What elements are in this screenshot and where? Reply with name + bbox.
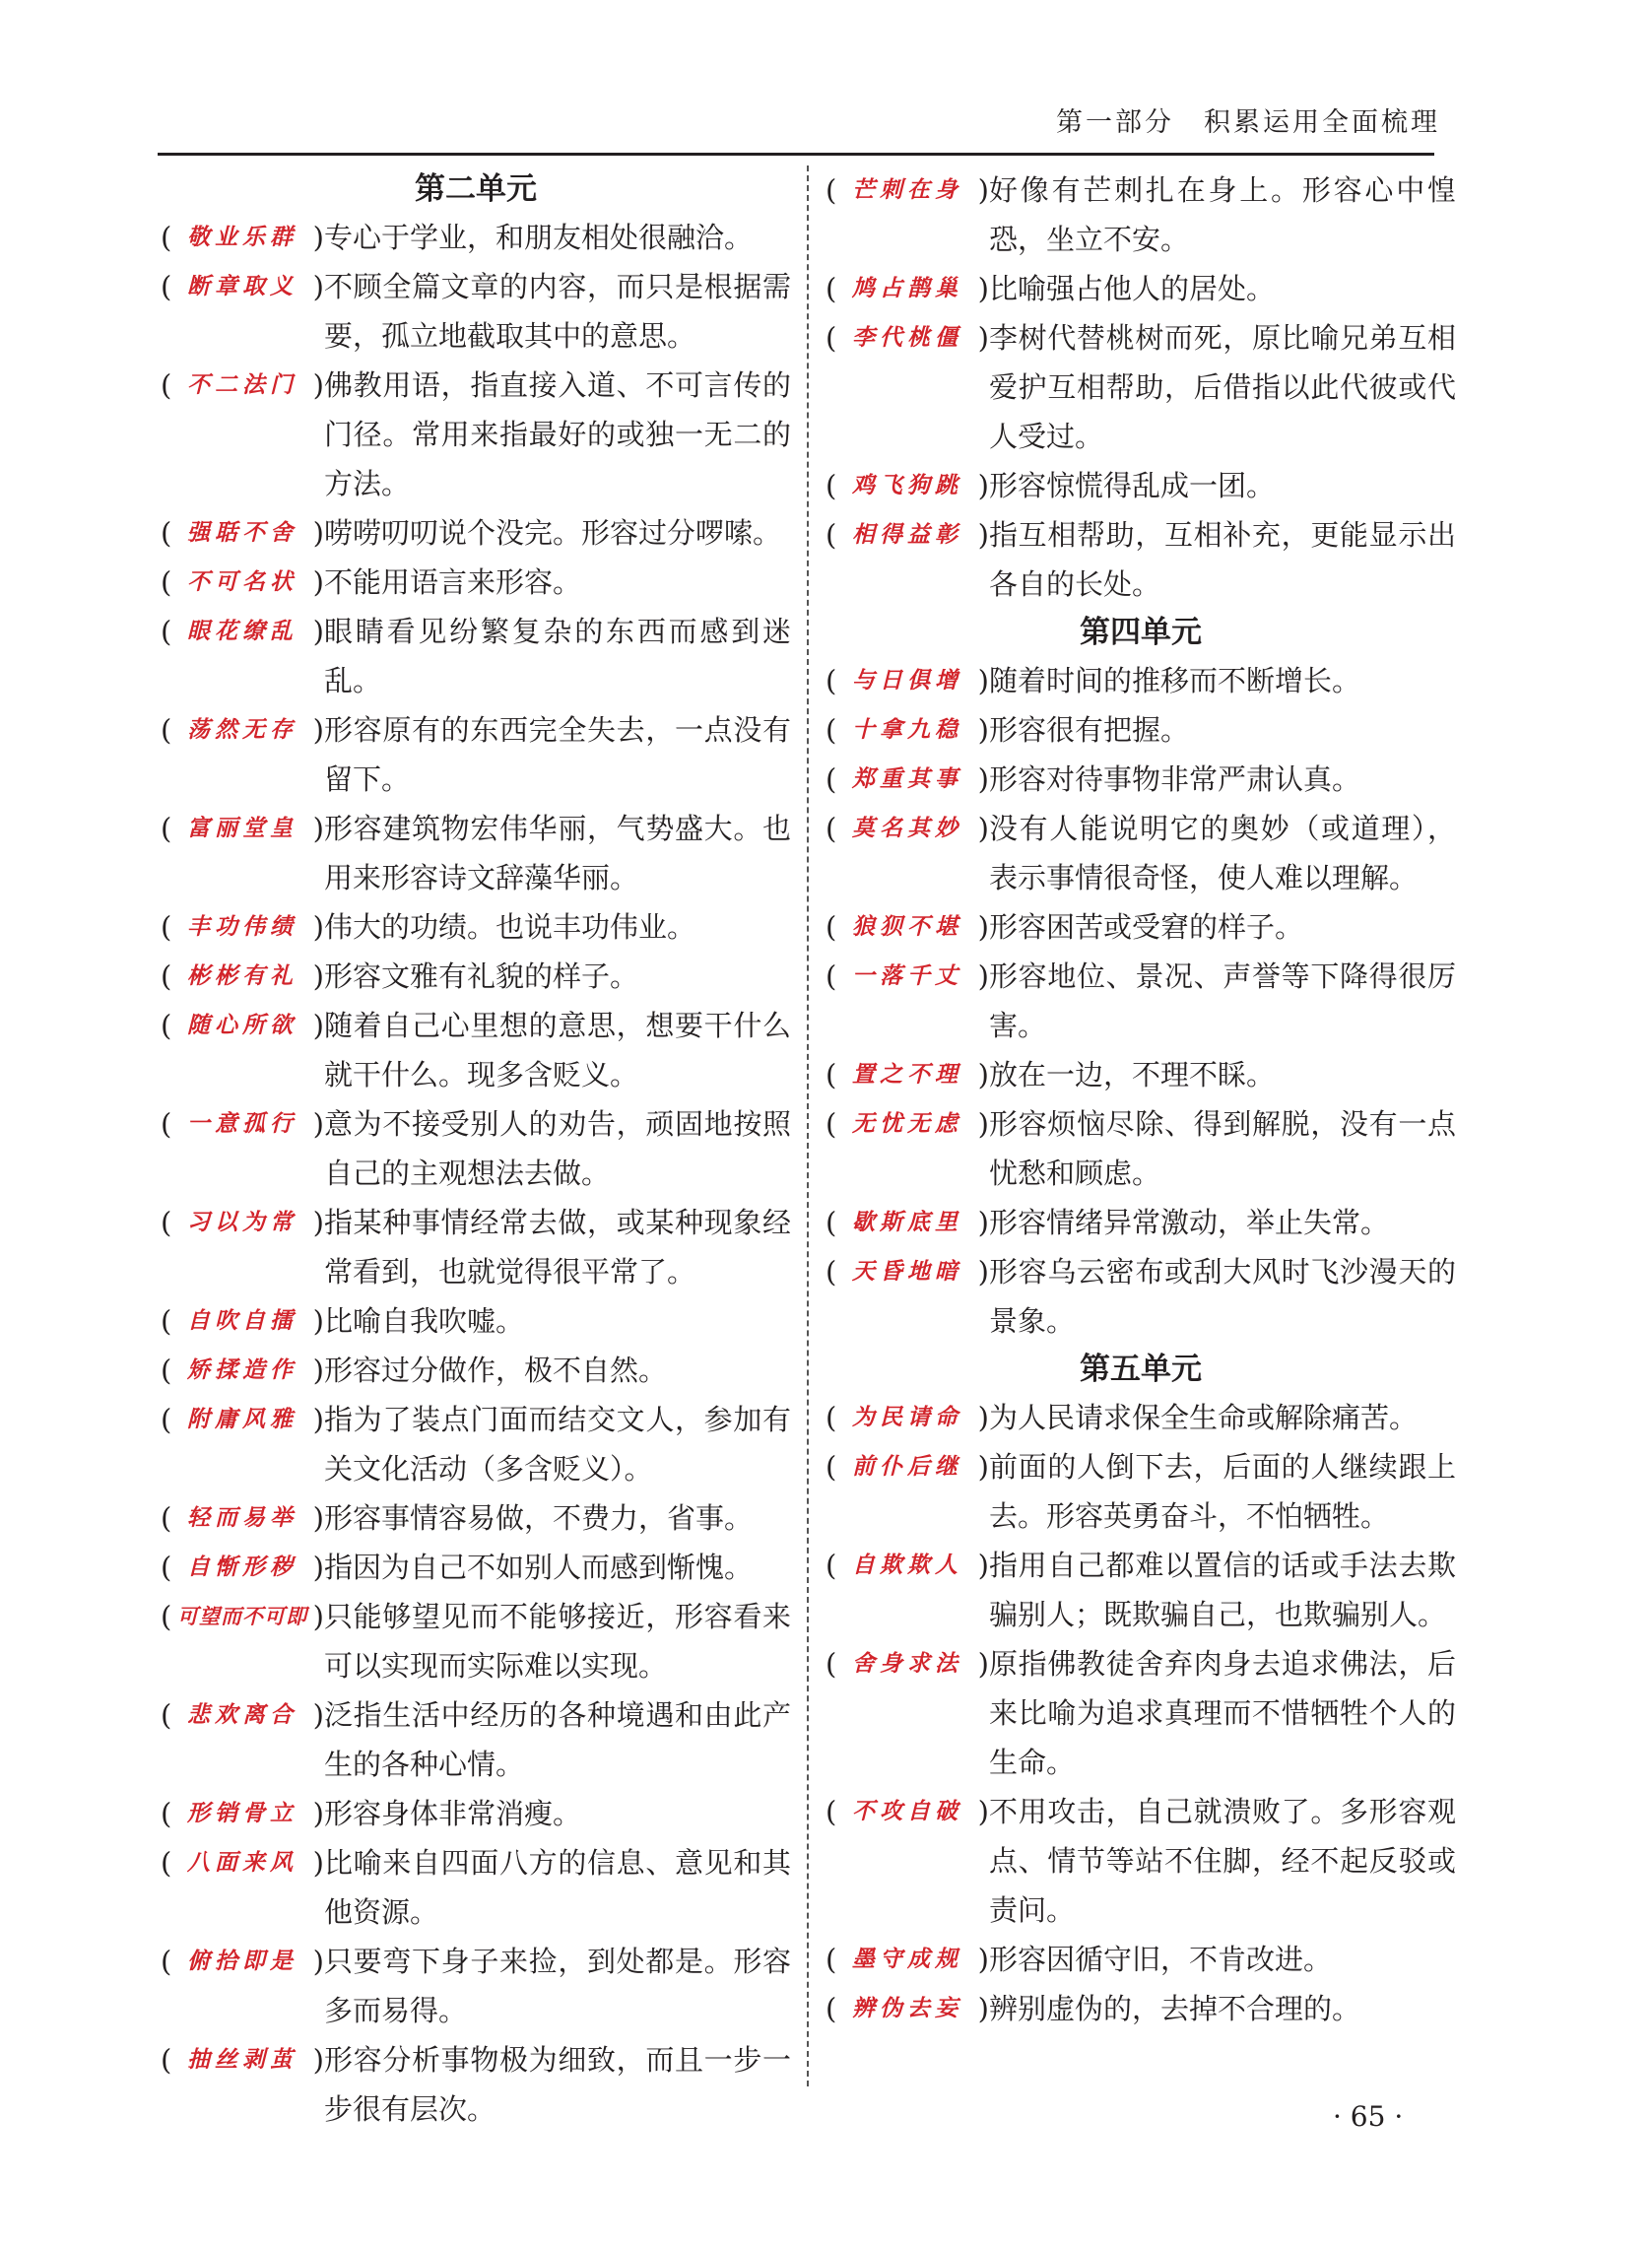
open-paren: ( xyxy=(826,1549,837,1582)
idiom-definition: 形容原有的东西完全失去，一点没有留下。 xyxy=(324,713,791,796)
idiom-entry xyxy=(161,1592,791,1690)
close-paren: ) xyxy=(312,1846,324,1880)
idiom-entry xyxy=(161,1690,791,1789)
idiom-term-box xyxy=(826,656,989,705)
idiom-entry xyxy=(161,1346,791,1395)
idiom-term-box xyxy=(826,1787,989,1836)
idiom-term: 不可名状 xyxy=(187,569,297,595)
idiom-term-box xyxy=(161,1395,324,1444)
close-paren: ) xyxy=(312,368,324,402)
idiom-definition: 辨别虚伪的，去掉不合理的。 xyxy=(989,1992,1361,2025)
idiom-term-box xyxy=(826,1099,989,1149)
idiom-term-box xyxy=(161,361,324,410)
idiom-term: 狼狈不堪 xyxy=(852,914,962,940)
close-paren: ) xyxy=(977,1549,989,1582)
idiom-definition: 形容烦恼尽除、得到解脱，没有一点忧愁和顾虑。 xyxy=(989,1107,1456,1190)
close-paren: ) xyxy=(977,910,989,944)
close-paren: ) xyxy=(312,1107,324,1141)
idiom-entry xyxy=(161,1198,791,1296)
open-paren: ( xyxy=(826,1795,837,1828)
idiom-definition: 伟大的功绩。也说丰功伟业。 xyxy=(324,910,696,944)
idiom-term: 抽丝剥茧 xyxy=(187,2047,297,2073)
open-paren: ( xyxy=(161,812,172,845)
open-paren: ( xyxy=(161,1501,172,1535)
idiom-definition: 形容分析事物极为细致，而且一步一步很有层次。 xyxy=(324,2043,791,2126)
idiom-definition: 形容文雅有礼貌的样子。 xyxy=(324,959,639,993)
open-paren: ( xyxy=(826,1943,837,1976)
idiom-term: 鸠占鹊巢 xyxy=(852,276,962,301)
close-paren: ) xyxy=(312,1797,324,1830)
idiom-definition: 泛指生活中经历的各种境遇和由此产生的各种心情。 xyxy=(324,1698,791,1781)
header-rule xyxy=(158,153,1434,156)
close-paren: ) xyxy=(977,713,989,747)
open-paren: ( xyxy=(161,1304,172,1338)
idiom-entry xyxy=(161,952,791,1001)
unit-title-2: 第二单元 xyxy=(415,171,537,207)
idiom-definition: 比喻自我吹嘘。 xyxy=(324,1304,525,1338)
close-paren: ) xyxy=(977,959,989,993)
open-paren: ( xyxy=(161,1354,172,1387)
idiom-definition: 前面的人倒下去，后面的人继续跟上去。形容英勇奋斗，不怕牺牲。 xyxy=(989,1450,1456,1533)
idiom-term: 不二法门 xyxy=(187,372,297,398)
idiom-term: 为民请命 xyxy=(852,1405,962,1430)
idiom-entry xyxy=(826,804,1456,902)
idiom-term-box xyxy=(161,213,324,262)
idiom-definition: 形容过分做作，极不自然。 xyxy=(324,1354,668,1387)
open-paren: ( xyxy=(826,518,837,552)
close-paren: ) xyxy=(977,518,989,552)
idiom-definition: 指互相帮助，互相补充，更能显示出各自的长处。 xyxy=(989,518,1456,601)
open-paren: ( xyxy=(826,173,837,207)
open-paren: ( xyxy=(826,1401,837,1434)
close-paren: ) xyxy=(977,762,989,796)
idiom-term: 置之不理 xyxy=(852,1062,962,1088)
open-paren: ( xyxy=(826,812,837,845)
idiom-term: 前仆后继 xyxy=(852,1454,962,1480)
idiom-entry xyxy=(161,1395,791,1493)
close-paren: ) xyxy=(977,1401,989,1434)
idiom-definition: 不用攻击，自己就溃败了。多形容观点、情节等站不住脚，经不起反驳或责问。 xyxy=(989,1795,1456,1927)
open-paren: ( xyxy=(826,910,837,944)
idiom-entry xyxy=(826,656,1456,705)
idiom-term: 李代桃僵 xyxy=(852,325,962,351)
idiom-entry xyxy=(826,1099,1456,1198)
idiom-term: 八面来风 xyxy=(187,1850,297,1876)
idiom-definition: 形容事情容易做，不费力，省事。 xyxy=(324,1501,754,1535)
unit4-entries-list xyxy=(826,656,1456,1346)
idiom-term-box xyxy=(161,1543,324,1592)
idiom-definition: 形容情绪异常激动，举止失常。 xyxy=(989,1206,1390,1239)
close-paren: ) xyxy=(312,1945,324,1978)
idiom-term-box xyxy=(161,558,324,607)
idiom-entry xyxy=(161,361,791,508)
idiom-term: 随心所欲 xyxy=(187,1013,297,1038)
idiom-entry xyxy=(161,1099,791,1198)
open-paren: ( xyxy=(161,270,172,303)
idiom-entry xyxy=(161,558,791,607)
idiom-definition: 指某种事情经常去做，或某种现象经常看到，也就觉得很平常了。 xyxy=(324,1206,791,1289)
idiom-entry xyxy=(826,952,1456,1050)
idiom-entry xyxy=(161,1296,791,1346)
idiom-entry xyxy=(161,262,791,361)
idiom-term-box xyxy=(826,804,989,853)
close-paren: ) xyxy=(977,664,989,697)
idiom-term-box xyxy=(826,1198,989,1247)
close-paren: ) xyxy=(312,615,324,648)
close-paren: ) xyxy=(977,1255,989,1289)
idiom-term-box xyxy=(826,1935,989,1984)
idiom-definition: 放在一边，不理不睬。 xyxy=(989,1058,1276,1091)
close-paren: ) xyxy=(312,1698,324,1732)
idiom-definition: 指因为自己不如别人而感到惭愧。 xyxy=(324,1551,754,1584)
idiom-term: 郑重其事 xyxy=(852,766,962,792)
idiom-definition: 只能够望见而不能够接近，形容看来可以实现而实际难以实现。 xyxy=(324,1600,791,1683)
idiom-entry xyxy=(826,1935,1456,1984)
page-header-title: 第一部分 积累运用全面梳理 xyxy=(1056,107,1440,138)
idiom-entry xyxy=(161,508,791,558)
idiom-definition: 随着时间的推移而不断增长。 xyxy=(989,664,1361,697)
close-paren: ) xyxy=(977,173,989,207)
idiom-term-box xyxy=(826,1247,989,1296)
idiom-term-box xyxy=(826,1442,989,1491)
idiom-entry xyxy=(826,313,1456,461)
idiom-term: 天昏地暗 xyxy=(852,1259,962,1285)
left-entries-list xyxy=(161,213,791,2134)
idiom-term: 眼花缭乱 xyxy=(187,619,297,644)
idiom-definition: 形容困苦或受窘的样子。 xyxy=(989,910,1304,944)
close-paren: ) xyxy=(312,1354,324,1387)
idiom-definition: 李树代替桃树而死，原比喻兄弟互相爱护互相帮助，后借指以此代彼或代人受过。 xyxy=(989,321,1456,453)
close-paren: ) xyxy=(977,1058,989,1091)
idiom-entry xyxy=(161,804,791,902)
open-paren: ( xyxy=(161,713,172,747)
idiom-entry xyxy=(161,1543,791,1592)
right-top-entries-list xyxy=(826,165,1456,609)
page-number: · 65 · xyxy=(1333,2100,1404,2133)
open-paren: ( xyxy=(161,959,172,993)
idiom-term-box xyxy=(826,705,989,755)
idiom-term: 不攻自破 xyxy=(852,1799,962,1824)
open-paren: ( xyxy=(826,321,837,355)
idiom-term-box xyxy=(161,2035,324,2084)
idiom-definition: 形容建筑物宏伟华丽，气势盛大。也用来形容诗文辞藻华丽。 xyxy=(324,812,791,894)
close-paren: ) xyxy=(977,321,989,355)
idiom-definition: 佛教用语，指直接入道、不可言传的门径。常用来指最好的或独一无二的方法。 xyxy=(324,368,791,500)
idiom-entry xyxy=(826,165,1456,264)
idiom-definition: 比喻来自四面八方的信息、意见和其他资源。 xyxy=(324,1846,791,1929)
idiom-term-box xyxy=(161,508,324,558)
close-paren: ) xyxy=(977,1206,989,1239)
idiom-term-box xyxy=(826,1393,989,1442)
idiom-entry xyxy=(161,705,791,804)
close-paren: ) xyxy=(312,270,324,303)
idiom-term: 悲欢离合 xyxy=(187,1702,297,1728)
idiom-entry xyxy=(826,705,1456,755)
open-paren: ( xyxy=(826,713,837,747)
idiom-definition: 指用自己都难以置信的话或手法去欺骗别人；既欺骗自己，也欺骗别人。 xyxy=(989,1549,1456,1631)
unit-title-4: 第四单元 xyxy=(1080,615,1202,650)
idiom-definition: 专心于学业，和朋友相处很融洽。 xyxy=(324,221,754,254)
idiom-entry xyxy=(826,461,1456,510)
open-paren: ( xyxy=(161,1797,172,1830)
open-paren: ( xyxy=(826,762,837,796)
open-paren: ( xyxy=(161,1600,172,1633)
idiom-definition: 不能用语言来形容。 xyxy=(324,565,582,599)
idiom-term: 丰功伟绩 xyxy=(187,914,297,940)
idiom-definition: 随着自己心里想的意思，想要干什么就干什么。现多含贬义。 xyxy=(324,1009,791,1091)
idiom-definition: 没有人能说明它的奥妙（或道理），表示事情很奇怪，使人难以理解。 xyxy=(989,812,1456,894)
close-paren: ) xyxy=(312,565,324,599)
idiom-term-box xyxy=(161,804,324,853)
open-paren: ( xyxy=(826,469,837,502)
idiom-term: 一意孤行 xyxy=(187,1111,297,1137)
idiom-term: 附庸风雅 xyxy=(187,1407,297,1432)
idiom-term-box xyxy=(826,461,989,510)
idiom-term: 断章取义 xyxy=(187,274,297,299)
idiom-term: 可望而不可即 xyxy=(177,1605,307,1628)
idiom-term-box xyxy=(161,1838,324,1887)
open-paren: ( xyxy=(161,516,172,550)
idiom-entry xyxy=(826,902,1456,952)
idiom-term: 敬业乐群 xyxy=(187,225,297,250)
open-paren: ( xyxy=(161,1009,172,1042)
close-paren: ) xyxy=(312,1206,324,1239)
idiom-term: 自吹自擂 xyxy=(187,1308,297,1334)
open-paren: ( xyxy=(826,1058,837,1091)
idiom-entry xyxy=(826,510,1456,609)
open-paren: ( xyxy=(161,1551,172,1584)
open-paren: ( xyxy=(161,615,172,648)
idiom-entry xyxy=(826,1247,1456,1346)
idiom-term: 荡然无存 xyxy=(187,717,297,743)
idiom-term-box xyxy=(161,1937,324,1986)
open-paren: ( xyxy=(161,368,172,402)
open-paren: ( xyxy=(161,221,172,254)
idiom-term: 强聒不舍 xyxy=(187,520,297,546)
idiom-term-box xyxy=(826,755,989,804)
idiom-term-box xyxy=(161,705,324,755)
close-paren: ) xyxy=(977,812,989,845)
idiom-term-box xyxy=(161,1346,324,1395)
idiom-entry xyxy=(161,902,791,952)
idiom-term-box xyxy=(826,510,989,560)
close-paren: ) xyxy=(977,1795,989,1828)
idiom-term: 相得益彰 xyxy=(852,522,962,548)
idiom-definition: 指为了装点门面而结交文人，参加有关文化活动（多含贬义）。 xyxy=(324,1403,791,1486)
idiom-term: 舍身求法 xyxy=(852,1651,962,1677)
close-paren: ) xyxy=(977,1943,989,1976)
idiom-entry xyxy=(826,1198,1456,1247)
idiom-term-box xyxy=(161,1592,324,1641)
close-paren: ) xyxy=(312,1551,324,1584)
idiom-definition: 形容因循守旧，不肯改进。 xyxy=(989,1943,1333,1976)
idiom-term-box xyxy=(826,165,989,215)
close-paren: ) xyxy=(312,2043,324,2077)
idiom-term: 自欺欺人 xyxy=(852,1553,962,1578)
idiom-entry xyxy=(826,1639,1456,1787)
open-paren: ( xyxy=(826,1450,837,1484)
open-paren: ( xyxy=(826,1647,837,1681)
close-paren: ) xyxy=(977,1107,989,1141)
idiom-term: 自惭形秽 xyxy=(187,1554,297,1580)
idiom-term-box xyxy=(826,1639,989,1688)
idiom-term: 俯拾即是 xyxy=(187,1949,297,1974)
idiom-term-box xyxy=(161,1099,324,1149)
idiom-definition: 为人民请求保全生命或解除痛苦。 xyxy=(989,1401,1419,1434)
idiom-term-box xyxy=(826,264,989,313)
column-divider xyxy=(807,165,809,2086)
close-paren: ) xyxy=(312,1403,324,1436)
idiom-term: 彬彬有礼 xyxy=(187,963,297,989)
close-paren: ) xyxy=(312,1600,324,1633)
idiom-entry xyxy=(826,1787,1456,1935)
idiom-term-box xyxy=(161,1789,324,1838)
idiom-entry xyxy=(161,1838,791,1937)
idiom-term-box xyxy=(826,952,989,1001)
open-paren: ( xyxy=(826,1206,837,1239)
close-paren: ) xyxy=(312,812,324,845)
open-paren: ( xyxy=(161,1206,172,1239)
idiom-term-box xyxy=(161,1296,324,1346)
idiom-definition: 形容对待事物非常严肃认真。 xyxy=(989,762,1361,796)
open-paren: ( xyxy=(826,1992,837,2025)
open-paren: ( xyxy=(826,664,837,697)
idiom-term: 轻而易举 xyxy=(187,1505,297,1531)
idiom-term-box xyxy=(161,952,324,1001)
idiom-entry xyxy=(161,213,791,262)
idiom-definition: 比喻强占他人的居处。 xyxy=(989,272,1276,305)
idiom-term-box xyxy=(161,1198,324,1247)
close-paren: ) xyxy=(312,221,324,254)
idiom-term-box xyxy=(161,607,324,656)
idiom-entry xyxy=(161,1001,791,1099)
idiom-definition: 意为不接受别人的劝告，顽固地按照自己的主观想法去做。 xyxy=(324,1107,791,1190)
open-paren: ( xyxy=(826,959,837,993)
close-paren: ) xyxy=(977,1647,989,1681)
idiom-definition: 形容很有把握。 xyxy=(989,713,1190,747)
idiom-entry xyxy=(826,755,1456,804)
idiom-term-box xyxy=(826,1984,989,2033)
idiom-term: 辨伪去妄 xyxy=(852,1996,962,2021)
idiom-term: 一落千丈 xyxy=(852,963,962,989)
idiom-term-box xyxy=(826,313,989,363)
idiom-term-box xyxy=(826,902,989,952)
idiom-definition: 形容惊慌得乱成一团。 xyxy=(989,469,1276,502)
idiom-term-box xyxy=(161,262,324,311)
idiom-term: 富丽堂皇 xyxy=(187,816,297,841)
close-paren: ) xyxy=(312,1501,324,1535)
idiom-term: 无忧无虑 xyxy=(852,1111,962,1137)
idiom-definition: 形容身体非常消瘦。 xyxy=(324,1797,582,1830)
close-paren: ) xyxy=(312,959,324,993)
close-paren: ) xyxy=(312,1009,324,1042)
open-paren: ( xyxy=(826,272,837,305)
open-paren: ( xyxy=(161,565,172,599)
idiom-term: 芒刺在身 xyxy=(852,177,962,203)
idiom-entry xyxy=(161,1789,791,1838)
idiom-entry xyxy=(161,1493,791,1543)
idiom-entry xyxy=(826,264,1456,313)
idiom-term: 歇斯底里 xyxy=(852,1210,962,1235)
idiom-term-box xyxy=(826,1050,989,1099)
open-paren: ( xyxy=(826,1255,837,1289)
idiom-entry xyxy=(826,1393,1456,1442)
idiom-term: 鸡飞狗跳 xyxy=(852,473,962,498)
open-paren: ( xyxy=(826,1107,837,1141)
close-paren: ) xyxy=(977,272,989,305)
close-paren: ) xyxy=(312,1304,324,1338)
idiom-definition: 眼睛看见纷繁复杂的东西而感到迷乱。 xyxy=(324,615,791,697)
left-column xyxy=(161,165,791,2134)
idiom-term: 与日俱增 xyxy=(852,668,962,694)
close-paren: ) xyxy=(977,469,989,502)
open-paren: ( xyxy=(161,1945,172,1978)
idiom-term: 习以为常 xyxy=(187,1210,297,1235)
idiom-definition: 好像有芒刺扎在身上。形容心中惶恐，坐立不安。 xyxy=(989,173,1456,256)
open-paren: ( xyxy=(161,2043,172,2077)
open-paren: ( xyxy=(161,1107,172,1141)
close-paren: ) xyxy=(312,516,324,550)
close-paren: ) xyxy=(312,713,324,747)
idiom-definition: 唠唠叨叨说个没完。形容过分啰嗦。 xyxy=(324,516,782,550)
right-column xyxy=(826,165,1456,2033)
idiom-term-box xyxy=(161,902,324,952)
idiom-term-box xyxy=(826,1541,989,1590)
unit-title-5: 第五单元 xyxy=(1080,1352,1202,1387)
idiom-definition: 不顾全篇文章的内容，而只是根据需要，孤立地截取其中的意思。 xyxy=(324,270,791,353)
idiom-definition: 形容地位、景况、声誉等下降得很厉害。 xyxy=(989,959,1456,1042)
idiom-entry xyxy=(826,1541,1456,1639)
idiom-term-box xyxy=(161,1001,324,1050)
open-paren: ( xyxy=(161,1846,172,1880)
idiom-definition: 原指佛教徒舍弃肉身去追求佛法，后来比喻为追求真理而不惜牺牲个人的生命。 xyxy=(989,1647,1456,1779)
idiom-definition: 形容乌云密布或刮大风时飞沙漫天的景象。 xyxy=(989,1255,1456,1338)
idiom-entry xyxy=(826,1984,1456,2033)
open-paren: ( xyxy=(161,1403,172,1436)
idiom-term: 墨守成规 xyxy=(852,1947,962,1972)
idiom-term-box xyxy=(161,1493,324,1543)
close-paren: ) xyxy=(312,910,324,944)
open-paren: ( xyxy=(161,1698,172,1732)
idiom-term: 莫名其妙 xyxy=(852,816,962,841)
idiom-entry xyxy=(161,2035,791,2134)
idiom-entry xyxy=(161,1937,791,2035)
idiom-definition: 只要弯下身子来捡，到处都是。形容多而易得。 xyxy=(324,1945,791,2027)
open-paren: ( xyxy=(161,910,172,944)
idiom-entry xyxy=(826,1442,1456,1541)
idiom-term: 形销骨立 xyxy=(187,1801,297,1826)
idiom-entry xyxy=(826,1050,1456,1099)
idiom-term: 十拿九稳 xyxy=(852,717,962,743)
unit5-entries-list xyxy=(826,1393,1456,2033)
idiom-term-box xyxy=(161,1690,324,1740)
idiom-term: 矫揉造作 xyxy=(187,1357,297,1383)
idiom-entry xyxy=(161,607,791,705)
close-paren: ) xyxy=(977,1992,989,2025)
close-paren: ) xyxy=(977,1450,989,1484)
